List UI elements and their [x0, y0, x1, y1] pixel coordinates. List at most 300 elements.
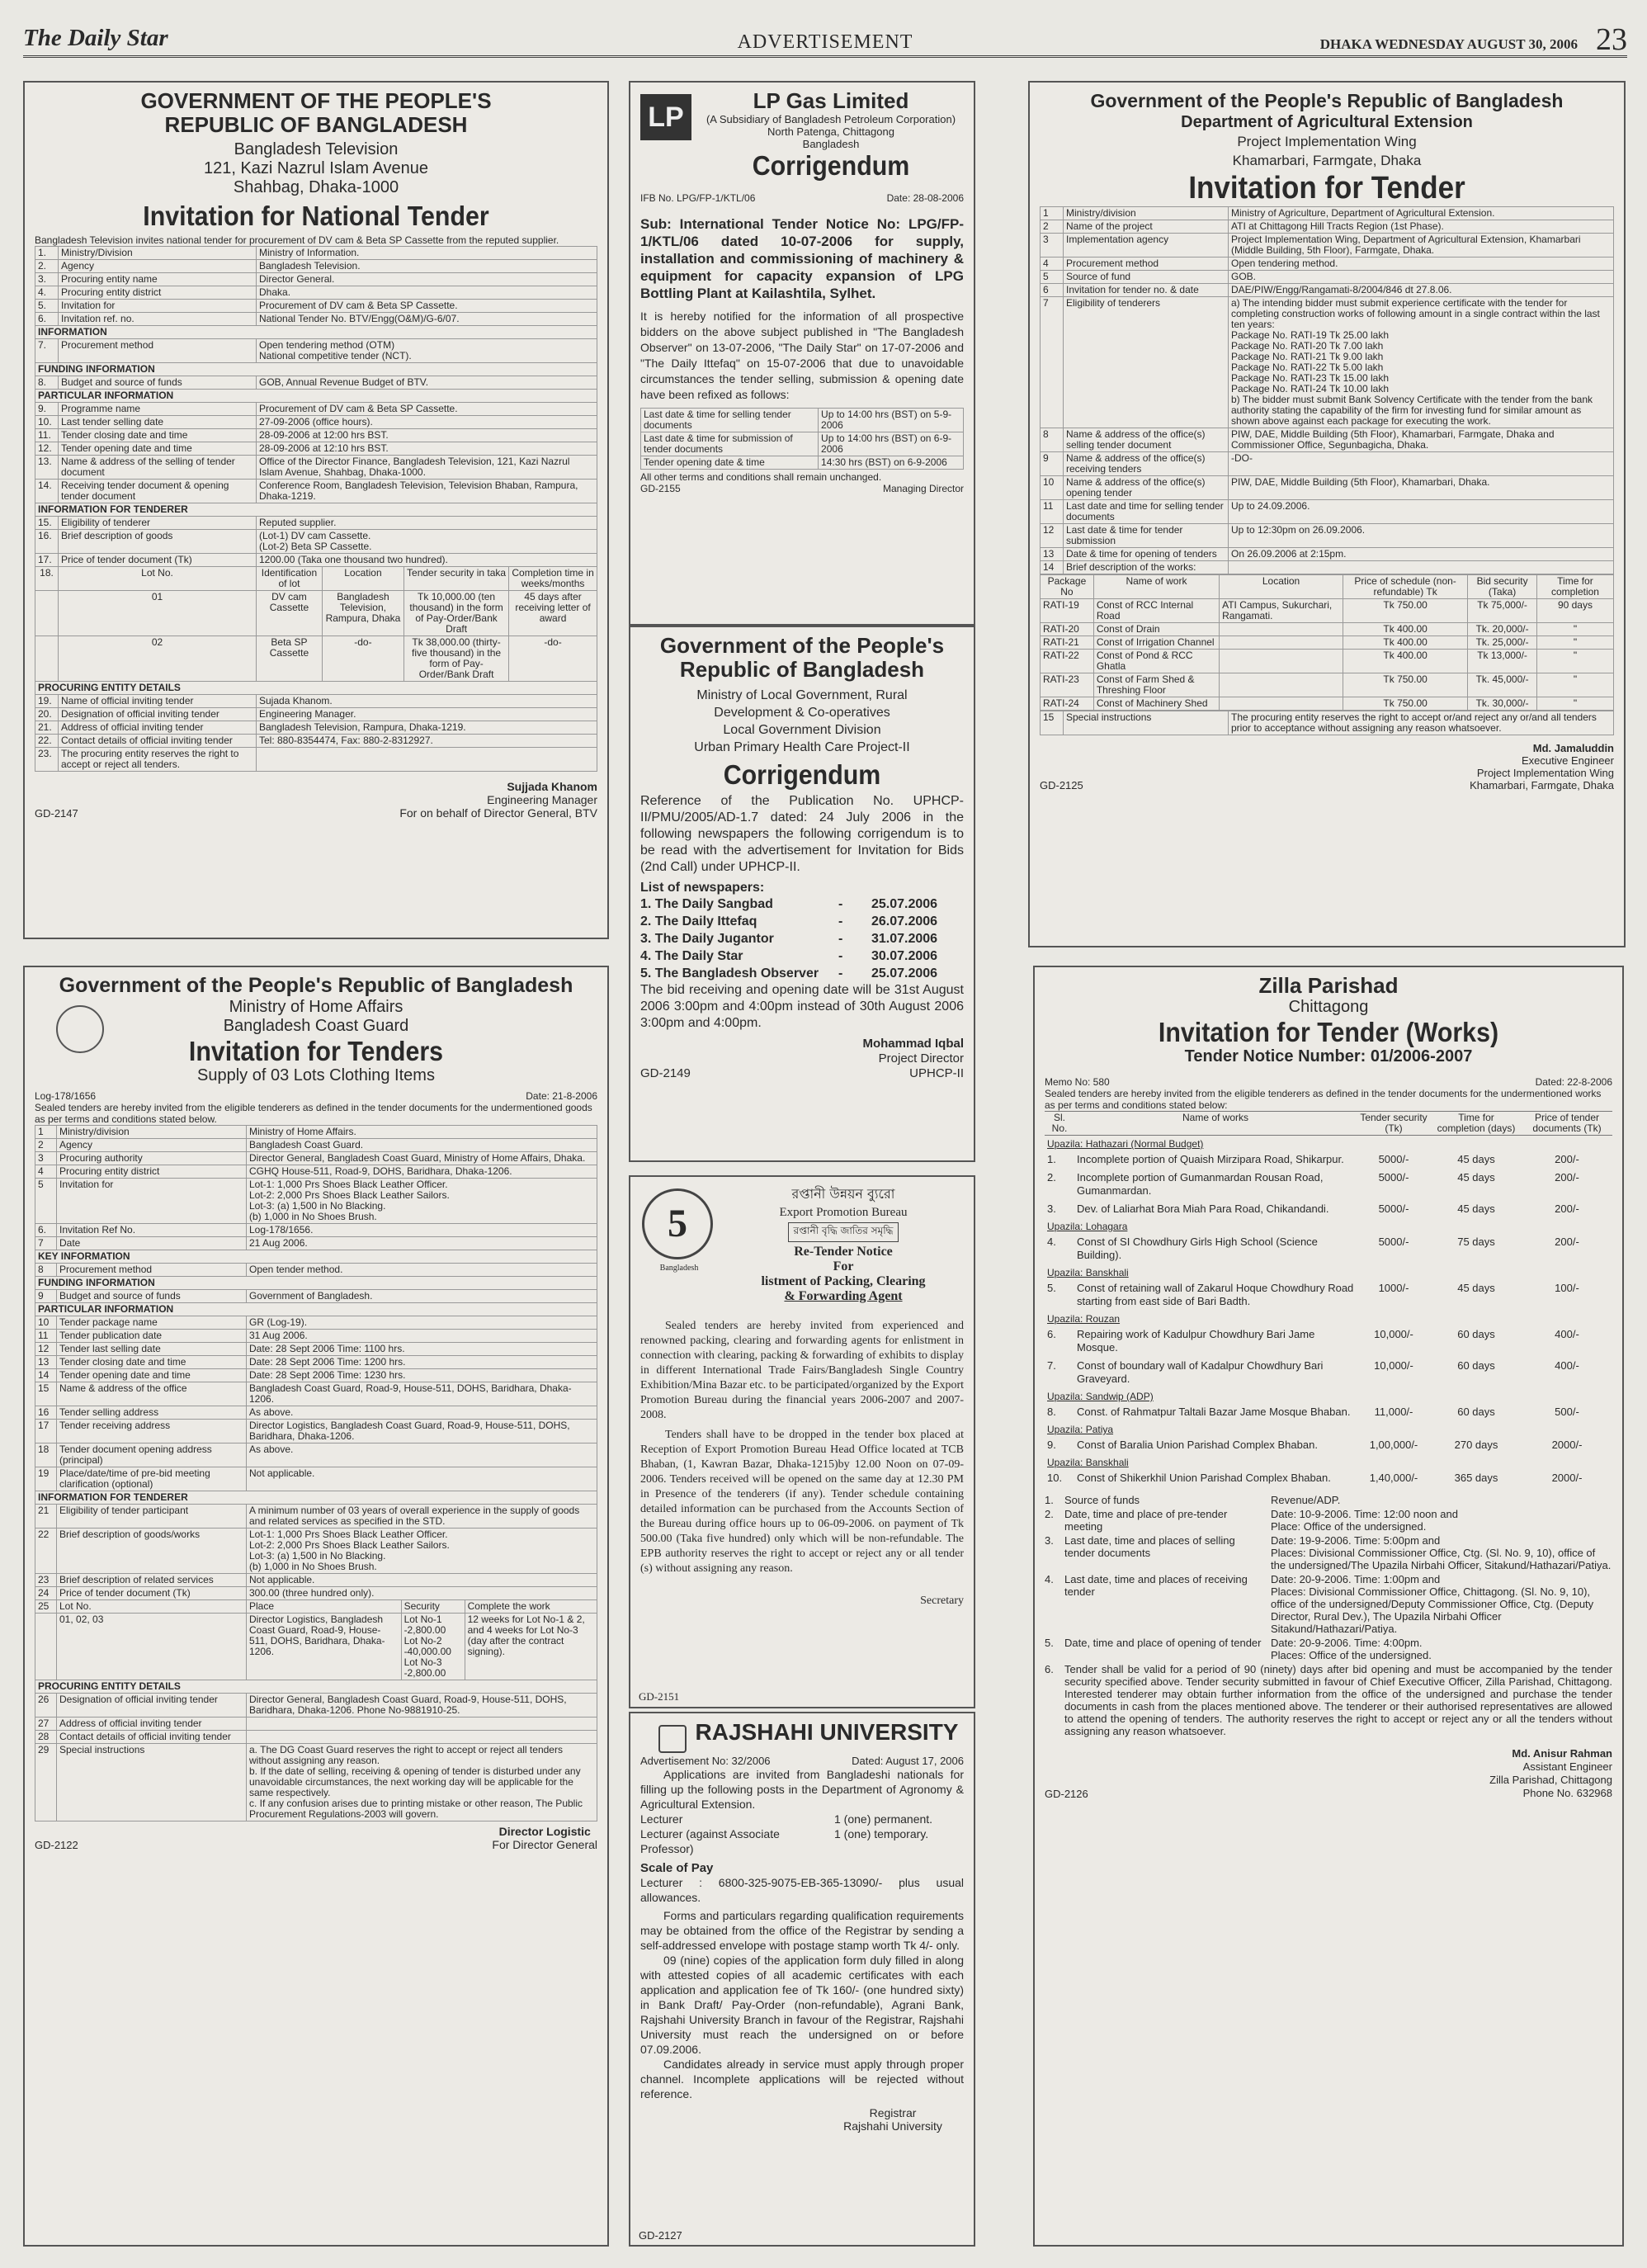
table-cell: 16 — [35, 1406, 57, 1420]
table-row — [35, 1382, 597, 1406]
table-cell — [247, 1731, 597, 1744]
table-cell: Procurement method — [1064, 258, 1229, 271]
table-cell: 20. — [35, 708, 59, 721]
section-header: KEY INFORMATION — [35, 1250, 597, 1264]
table-cell: 23. — [35, 748, 59, 772]
newspaper-name: 3. The Daily Jugantor — [640, 932, 774, 946]
btv-heading-2: REPUBLIC OF BANGLADESH — [164, 112, 468, 137]
term-value: Date: 20-9-2006. Time: 1:00pm and Places: Divisional Commissioner Office, Chittagong. (Sl. No. 9, 10), office of the undersigned/Deputy Commissioner Office, Ctg. (Deputy Director, Rural Dev.), The Upazila Nirbahi Officer Sitakund/Hathazari/Patiya. — [1271, 1573, 1594, 1635]
btv-signatory-behalf: For on behalf of Director General, BTV — [399, 806, 597, 820]
university-gd-code: GD-2127 — [639, 2229, 682, 2242]
table-cell: Ministry/division — [57, 1126, 247, 1139]
table-cell: Name & address of the office(s) selling tender document — [1064, 428, 1229, 452]
issue-date: DHAKA WEDNESDAY AUGUST 30, 2006 — [1319, 36, 1578, 52]
btv-intro: Bangladesh Television invites national tender for procurement of DV cam & Beta SP Cassette from the reputed supplier. — [35, 234, 559, 246]
work-cell: 45 days — [1457, 1282, 1495, 1294]
university-name: RAJSHAHI UNIVERSITY — [695, 1719, 959, 1745]
work-cell: 2000/- — [1551, 1472, 1583, 1484]
work-cell: 4. — [1047, 1236, 1056, 1248]
lot-header-cell: Security — [401, 1600, 465, 1614]
work-cell: 1000/- — [1378, 1282, 1409, 1294]
zp-table — [1045, 1111, 1612, 1487]
table-cell: Open tender method. — [247, 1264, 597, 1277]
table-cell: 11 — [1041, 500, 1064, 524]
section-row — [35, 503, 597, 517]
table-row — [35, 1264, 597, 1277]
lot-row — [35, 591, 597, 636]
table-cell: Tender opening date and time — [57, 1369, 247, 1382]
zp-date: Dated: 22-8-2006 — [1535, 1076, 1612, 1088]
btv-heading-1: GOVERNMENT OF THE PEOPLE'S — [140, 88, 492, 113]
epb-name-bangla: রপ্তানী উন্নয়ন ব্যুরো — [791, 1186, 895, 1202]
package-row — [1041, 697, 1614, 711]
table-row — [35, 1179, 597, 1224]
newspaper-dash: - — [838, 966, 843, 980]
lpgas-address-1: North Patenga, Chittagong — [767, 125, 894, 138]
table-cell: 5 — [1041, 271, 1064, 284]
table-row — [1041, 284, 1614, 297]
package-cell: " — [1536, 636, 1613, 650]
table-row — [35, 1420, 597, 1443]
work-row — [1045, 1200, 1612, 1218]
table-cell: Up to 14:00 hrs (BST) on 6-9-2006 — [819, 432, 964, 456]
table-row — [1041, 234, 1614, 258]
table-cell: GR (Log-19). — [247, 1316, 597, 1330]
table-cell: Director Logistics, Bangladesh Coast Guard, Road-9, House-511, DOHS, Baridhara, Dhaka-1206. — [247, 1420, 597, 1443]
package-cell: Tk. 20,000/- — [1468, 623, 1537, 636]
package-cell: Tk 400.00 — [1343, 636, 1468, 650]
coastguard-tender-ad — [23, 966, 609, 2247]
lgd-title: Corrigendum — [723, 759, 881, 790]
work-cell: Repairing work of Kadulpur Chowdhury Bari Jame Mosque. — [1077, 1328, 1315, 1354]
zp-header-cell: Name of works — [1074, 1112, 1357, 1136]
package-header-cell: Bid security (Taka) — [1468, 575, 1537, 599]
work-cell: Const. of Rahmatpur Taltali Bazar Jame Mosque Bhaban. — [1077, 1406, 1351, 1418]
lpgas-address-2: Bangladesh — [802, 138, 860, 150]
lgd-body: Reference of the Publication No. UPHCP-II/PMU/2005/AD-1.7 dated: 24 July 2006 in the following newspapers the following corrigendum is to be read with the advertisement for Invitation for Bids (2nd Call) under UPHCP-II. — [640, 794, 964, 874]
dae-table — [1040, 206, 1614, 574]
table-cell: Director General. — [257, 273, 597, 286]
table-cell: National Tender No. BTV/Engg(O&M)/G-6/07. — [257, 313, 597, 326]
package-cell: RATI-20 — [1041, 623, 1094, 636]
package-row — [1041, 673, 1614, 697]
table-cell: 21. — [35, 721, 59, 735]
table-cell: 10 — [1041, 476, 1064, 500]
section-row — [35, 326, 597, 339]
post-item — [640, 1826, 964, 1856]
lpgas-corrigendum-ad — [629, 81, 975, 626]
section-header: PROCURING ENTITY DETAILS — [35, 682, 597, 695]
university-paragraph-4: Candidates already in service must apply through proper channel. Incomplete applications will be rejected without reference. — [640, 2058, 964, 2100]
table-row — [1041, 428, 1614, 452]
table-cell: Name of official inviting tender — [59, 695, 257, 708]
table-row — [35, 748, 597, 772]
work-cell: 500/- — [1555, 1406, 1579, 1418]
table-row — [35, 429, 597, 442]
work-cell: Dev. of Laliarhat Bora Miah Para Road, Chikandandi. — [1077, 1203, 1329, 1215]
work-cell: Const of retaining wall of Zakarul Hoque Chowdhury Road starting from east side of Bari Badth. — [1077, 1282, 1354, 1307]
section-header: PARTICULAR INFORMATION — [35, 1303, 597, 1316]
table-cell: Last date & time for tender submission — [1064, 524, 1229, 548]
upazila-label: Upazila: Rouzan — [1047, 1313, 1121, 1325]
table-cell: 4. — [35, 286, 59, 300]
table-cell: Place/date/time of pre-bid meeting clarification (optional) — [57, 1467, 247, 1491]
table-cell: 4 — [35, 1165, 57, 1179]
work-cell: 270 days — [1454, 1439, 1498, 1451]
work-row — [1045, 1436, 1612, 1454]
zp-works-table — [1045, 1111, 1612, 1487]
lot-cell: Lot No-1 -2,800.00 Lot No-2 -40,000.00 Lot No-3 -2,800.00 — [401, 1614, 465, 1680]
table-cell: 10 — [35, 1316, 57, 1330]
lgd-heading-1: Government of the People's — [659, 633, 945, 658]
table-cell: 19 — [35, 1467, 57, 1491]
package-cell: Tk. 30,000/- — [1468, 697, 1537, 711]
table-cell: 15 — [1041, 711, 1064, 735]
zp-header-cell: Time for completion (days) — [1431, 1112, 1522, 1136]
table-cell: -DO- — [1229, 452, 1614, 476]
lot-header-cell: Identification of lot — [257, 567, 323, 591]
table-cell: 300.00 (three hundred only). — [247, 1587, 597, 1600]
package-cell: Tk. 25,000/- — [1468, 636, 1537, 650]
table-cell: GOB. — [1229, 271, 1614, 284]
work-cell: 365 days — [1454, 1472, 1498, 1484]
table-cell: 13. — [35, 456, 59, 480]
epb-retender-title: Re-Tender Notice — [794, 1245, 893, 1259]
lot-cell: 01, 02, 03 — [57, 1614, 247, 1680]
work-row — [1045, 1469, 1612, 1487]
zilla-parishad-tender-ad: Zilla Parishad Chittagong Invitation for Tender (Works) Tender Notice Number: 01/2006-2007 Memo No: 580 Dated: 22-8-2006 Sealed tenders are hereby invited from the eligible tenderers as defined in the tender documents for the undermentioned works as per terms and conditions stated below: Sl. No. Name of works Tender security (Tk) Time for completion (days) Price of tender documents (Tk) Upazila: Hathazari (Normal Budget) 1. Incomplete portion of Quaish Mirzipara Road, Shikarpur. 5000/- 45 days 200/- 2. Incomplete portion of Gumanmardan Rousan Road, Gumanmardan. 5000/- 45 days 200/- 3. Dev. of Laliarhat Bora Miah Para Road, Chikandandi. 5000/- 45 days 200/- Upazila: Lohagara 4. Const of SI Chowdhury Girls High School (Science Building). 5000/- 75 days 200/- Upazila: Banskhali 5. Const of retaining wall of Zakarul Hoque Chowdhury Road starting from east side of Bari Badth. 1000/- 45 days 100/- Upazila: Rouzan 6. Repairing work of Kadulpur Chowdhury Bari Jame Mosque. 10,000/- 60 days 400/- 7. Const of boundary wall of Kadalpur Chowdhury Bari Graveyard. 10,000/- 60 days 400/- Upazila: Sandwip (ADP) 8. Const. of Rahmatpur Taltali Bazar Jame Mosque Bhaban. 11,000/- 60 days 500/- Upazila: Patiya 9. Const of Baralia Union Parishad Complex Bhaban. 1,00,000/- 270 days 2000/- Upazila: Banskhali 10. Const of Shikerkhil Union Parishad Complex Bhaban. 1,40,000/- 365 days 2000/- 1. Source of funds Revenue/ADP. 2. Date, time and place of pre-tender meeting Date: 10-9-2006. Time: 12:00 noon and Place: Office of the undersigned. 3. Last date, time and places of selling tender documents Date: 19-9-2006. Time: 5:00pm and Places: Divisional Commissioner Office, Ctg. (Sl. No. 9, 10), office of the undersigned/The Upazila Nirbahi Officer, Sitakund/Hathazari/Patiya. 4. Last date, time and places of receiving tender Date: 20-9-2006. Time: 1:00pm and Places: Divisional Commissioner Office, Chittagong. (Sl. No. 9, 10), office of the undersigned/Deputy Commissioner Office, Ctg. (Deputy Director, Rural Dev.), The Upazila Nirbahi Officer Sitakund/Hathazari/Patiya. 5. Date, time and place of opening of tender Date: 20-9-2006. Time: 4:00pm. Places: Office of the undersigned. 6. Tender shall be valid for a period of 90 (ninety) days after bid opening and must be accompanied by the tender security specified above. Tender security submitted in favour of Chief Executive Officer, Zilla Parishad, Chittagong. Interested tenderer may obtain further information from the office of the undersigned and purchase the tender documents in cash from the places mentioned above. The tenderer or their authorised representatives are allowed to attend the opening of tenders. The authority reserves the right to accept or reject any or all the tenders without assigning any reason whatsoever. GD-2126 Md. Anisur Rahman Assistant Engineer Zilla Parishad, Chittagong Phone No. 632968 — [1033, 966, 1624, 2247]
zp-terms — [1045, 1494, 1612, 1661]
table-row — [35, 1529, 597, 1574]
lot-header-cell: Location — [322, 567, 403, 591]
work-row — [1045, 1233, 1612, 1264]
table-cell: Up to 24.09.2006. — [1229, 500, 1614, 524]
university-emblem-icon — [658, 1725, 687, 1753]
work-row — [1045, 1169, 1612, 1200]
upazila-label: Upazila: Banskhali — [1047, 1267, 1129, 1278]
table-cell: CGHQ House-511, Road-9, DOHS, Baridhara, Dhaka-1206. — [247, 1165, 597, 1179]
post-name: Lecturer — [640, 1812, 683, 1826]
work-cell: Const of boundary wall of Kadalpur Chowdhury Bari Graveyard. — [1077, 1359, 1324, 1385]
package-cell — [1220, 623, 1343, 636]
zp-header-cell: Sl. No. — [1045, 1112, 1074, 1136]
zp-notice-number: Tender Notice Number: 01/2006-2007 — [1184, 1047, 1473, 1065]
table-row — [35, 1343, 597, 1356]
table-row — [1041, 548, 1614, 561]
section-row — [35, 1680, 597, 1694]
newspaper-dash: - — [838, 949, 843, 963]
table-cell: Government of Bangladesh. — [247, 1290, 597, 1303]
lpgas-subsidiary: (A Subsidiary of Bangladesh Petroleum Corporation) — [706, 113, 956, 125]
lgd-gd-code: GD-2149 — [640, 1066, 691, 1080]
table-cell: a. The DG Coast Guard reserves the right to accept or reject all tenders without assigning any reason. b. If the date of selling, receiving & opening of tender is disturbed under any unavoidable circumstances, the next working day will be applicable for the same respectively. c. If any confusion arises due to printing mistake or other reason, The Public Procurement Regulations-2003 will govern. — [247, 1744, 597, 1821]
section-row — [35, 363, 597, 376]
table-cell: 7 — [1041, 297, 1064, 428]
package-cell: Tk 75,000/- — [1468, 599, 1537, 623]
table-cell: 1. — [35, 247, 59, 260]
term-no: 1. — [1045, 1494, 1054, 1506]
btv-table — [35, 246, 597, 772]
table-cell: ATI at Chittagong Hill Tracts Region (1st Phase). — [1229, 220, 1614, 234]
table-cell: Tel: 880-8354474, Fax: 880-2-8312927. — [257, 735, 597, 748]
table-cell: 24 — [35, 1587, 57, 1600]
lpgas-signatory: Managing Director — [882, 483, 964, 494]
work-row — [1045, 1357, 1612, 1388]
table-row — [35, 1290, 597, 1303]
epb-enlistment: listment of Packing, Clearing — [761, 1274, 926, 1288]
table-cell: Ministry of Information. — [257, 247, 597, 260]
lot-header-cell: 18. — [35, 567, 59, 591]
table-cell: a) The intending bidder must submit experience certificate with the tender for completing construction works of following amount in a single contract within the last ten years: Package No. RATI-19 Tk 25.00 lakh Package No. RATI-20 Tk 7.00 lakh Package No. RATI-21 Tk 9.00 lakh Package No. RATI-22 Tk 5.00 lakh Package No. RATI-23 Tk 15.00 lakh Package No. RATI-24 Tk 10.00 lakh b) The bidder must submit Bank Solvency Certificate with the tender from the bank authority stating the capability of the firm for investing fund for similar amount as shown above against each package for executing the work. — [1229, 297, 1614, 428]
table-cell: Name & address of the office — [57, 1382, 247, 1406]
work-cell: Const of SI Chowdhury Girls High School (Science Building). — [1077, 1236, 1318, 1261]
university-adv-no: Advertisement No: 32/2006 — [640, 1755, 771, 1767]
table-row — [35, 1731, 597, 1744]
table-row — [1041, 220, 1614, 234]
work-cell: 9. — [1047, 1439, 1056, 1451]
table-cell: Brief description of related services — [57, 1574, 247, 1587]
zp-signatory-phone: Phone No. 632968 — [1522, 1787, 1612, 1799]
table-row — [1041, 711, 1614, 735]
university-registrar: Registrar — [869, 2106, 917, 2119]
work-cell: 45 days — [1457, 1153, 1495, 1165]
zp-header-cell: Tender security (Tk) — [1357, 1112, 1431, 1136]
lot-cell: Tk 38,000.00 (thirty-five thousand) in the form of Pay-Order/Bank Draft — [404, 636, 509, 682]
table-cell: 16. — [35, 530, 59, 554]
work-cell: 200/- — [1555, 1153, 1579, 1165]
coastguard-title: Invitation for Tenders — [188, 1036, 444, 1066]
work-cell: 8. — [1047, 1406, 1056, 1418]
table-cell: Date — [57, 1237, 247, 1250]
package-cell: Const of Machinery Shed — [1093, 697, 1219, 711]
table-cell: Tender closing date and time — [57, 1356, 247, 1369]
table-row — [35, 480, 597, 503]
table-cell: Tender last selling date — [57, 1343, 247, 1356]
table-cell: The procuring entity reserves the right to accept or/and reject any or/and all tenders prior to acceptance without assigning any reason whatsoever. — [1229, 711, 1614, 735]
lot-header-cell: Place — [247, 1600, 402, 1614]
table-row — [35, 1443, 597, 1467]
table-cell: A minimum number of 03 years of overall experience in the supply of goods and related services as specified in the STD. — [247, 1505, 597, 1529]
table-cell: Designation of official inviting tender — [57, 1694, 247, 1718]
package-cell: Const of Farm Shed & Threshing Floor — [1093, 673, 1219, 697]
table-cell: Name of the project — [1064, 220, 1229, 234]
table-row — [35, 1574, 597, 1587]
zp-intro: Sealed tenders are hereby invited from the eligible tenderers as defined in the tender documents for the undermentioned works as per terms and conditions stated below: — [1045, 1088, 1602, 1111]
table-cell: 1 — [1041, 207, 1064, 220]
epb-signatory: Secretary — [920, 1595, 964, 1607]
upazila-label: Upazila: Hathazari (Normal Budget) — [1047, 1138, 1204, 1150]
table-cell: Budget and source of funds — [59, 376, 257, 390]
coastguard-signatory-behalf: For Director General — [492, 1838, 597, 1851]
table-row — [35, 1356, 597, 1369]
package-row — [1041, 650, 1614, 673]
btv-title: Invitation for National Tender — [143, 201, 489, 231]
lot-header-row — [35, 1600, 597, 1614]
table-row — [35, 1587, 597, 1600]
dae-address: Khamarbari, Farmgate, Dhaka — [1232, 153, 1422, 168]
newspaper-name: 1. The Daily Sangbad — [640, 897, 773, 911]
table-cell: Lot-1: 1,000 Prs Shoes Black Leather Officer. Lot-2: 2,000 Prs Shoes Black Leather Sailors. Lot-3: (a) 1,500 in No Blacking. (b) 1,000 in No Shoes Brush. — [247, 1179, 597, 1224]
newspaper-date: 26.07.2006 — [871, 914, 938, 928]
table-cell: Procurement of DV cam & Beta SP Cassette. — [257, 403, 597, 416]
lpgas-name: LP Gas Limited — [753, 88, 909, 113]
table-cell: Brief description of the works: — [1064, 561, 1229, 574]
table-row — [1041, 258, 1614, 271]
zp-term-6: Tender shall be valid for a period of 90 (ninety) days after bid opening and must be accompanied by the tender security specified above. Tender security submitted in favour of Chief Executive Officer, Zilla Parishad, Chittagong. Interested tenderer may obtain further information from the office of the undersigned and purchase the tender documents in cash from the places mentioned above. The tenderer or their authorised representatives are allowed to attend the opening of tenders. The authority reserves the right to accept or reject any or all the tenders without assigning any reason whatsoever. — [1064, 1663, 1612, 1737]
lot-cell — [35, 591, 59, 636]
lot-header-cell: Lot No. — [57, 1600, 247, 1614]
university-scale-title: Scale of Pay — [640, 1861, 714, 1875]
university-date: Dated: August 17, 2006 — [852, 1755, 964, 1767]
lpgas-body: It is hereby notified for the information of all prospective bidders on the above subject published in "The Bangladesh Observer" on 13-07-2006, "The Daily Star" on 17-07-2006 and "The Daily Ittefaq" on 15-07-2006 that due to unavoidable circumstances the tender selling, submission & opening date have been refixed as follows: — [640, 309, 964, 401]
table-row — [35, 1237, 597, 1250]
package-cell: Tk 13,000/- — [1468, 650, 1537, 673]
table-row — [641, 456, 964, 470]
lot-cell: 01 — [59, 591, 257, 636]
table-cell: 7. — [35, 339, 59, 363]
table-cell: Date: 28 Sept 2006 Time: 1200 hrs. — [247, 1356, 597, 1369]
table-cell: Procuring entity name — [59, 273, 257, 286]
term-label: Date, time and place of opening of tender — [1064, 1637, 1262, 1649]
table-row — [1041, 476, 1614, 500]
table-row — [35, 1694, 597, 1718]
lgd-body-2: The bid receiving and opening date will be 31st August 2006 3:00pm and 4:00pm instead of 30th August 2006 3:00pm and 4:00pm. — [640, 983, 964, 1030]
package-cell: RATI-19 — [1041, 599, 1094, 623]
coastguard-date: Date: 21-8-2006 — [526, 1090, 597, 1102]
table-cell: Last date and time for selling tender documents — [1064, 500, 1229, 524]
section-row — [35, 390, 597, 403]
work-cell: Incomplete portion of Gumanmardan Rousan Road, Gumanmardan. — [1077, 1171, 1324, 1197]
lpgas-date-table — [640, 408, 964, 470]
package-cell: RATI-23 — [1041, 673, 1094, 697]
term-item — [1045, 1534, 1612, 1571]
table-cell: Receiving tender document & opening tender document — [59, 480, 257, 503]
table-cell: Budget and source of funds — [57, 1290, 247, 1303]
zp-title: Invitation for Tender (Works) — [1158, 1017, 1499, 1047]
table-cell: 21 Aug 2006. — [247, 1237, 597, 1250]
table-cell: Agency — [59, 260, 257, 273]
table-cell: 9. — [35, 403, 59, 416]
term-value: Date: 20-9-2006. Time: 4:00pm. Places: Office of the undersigned. — [1271, 1637, 1432, 1661]
table-cell: Source of fund — [1064, 271, 1229, 284]
table-row — [35, 1467, 597, 1491]
table-cell: PIW, DAE, Middle Building (5th Floor), Khamarbari, Farmgate, Dhaka and Commissioner Office, Segunbagicha, Dhaka. — [1229, 428, 1614, 452]
work-cell: 6. — [1047, 1328, 1056, 1340]
table-cell: Engineering Manager. — [257, 708, 597, 721]
lot-header-cell: Lot No. — [59, 567, 257, 591]
package-cell: " — [1536, 697, 1613, 711]
epb-for: For — [833, 1259, 854, 1273]
table-row — [35, 1330, 597, 1343]
table-cell: Log-178/1656. — [247, 1224, 597, 1237]
table-cell: 22 — [35, 1529, 57, 1574]
table-cell: Invitation for — [59, 300, 257, 313]
package-cell: Const of RCC Internal Road — [1093, 599, 1219, 623]
lot-header-row — [35, 567, 597, 591]
table-cell: 14:30 hrs (BST) on 6-9-2006 — [819, 456, 964, 470]
term-value: Date: 10-9-2006. Time: 12:00 noon and Place: Office of the undersigned. — [1271, 1508, 1458, 1533]
package-cell: Const of Drain — [1093, 623, 1219, 636]
table-row — [35, 1165, 597, 1179]
work-row — [1045, 1151, 1612, 1169]
table-cell: 28-09-2006 at 12:10 hrs BST. — [257, 442, 597, 456]
table-row — [35, 1316, 597, 1330]
btv-signatory-name: Sujjada Khanom — [507, 780, 597, 793]
zp-gd-code: GD-2126 — [1045, 1788, 1088, 1800]
table-row — [35, 403, 597, 416]
table-cell: 26 — [35, 1694, 57, 1718]
work-cell: 400/- — [1555, 1328, 1579, 1340]
newspaper-item — [640, 930, 964, 947]
newspaper-dash: - — [838, 897, 843, 911]
table-cell: 27 — [35, 1718, 57, 1731]
zp-signatory-title: Assistant Engineer — [1522, 1760, 1612, 1773]
table-cell: Reputed supplier. — [257, 517, 597, 530]
dae-department: Department of Agricultural Extension — [1181, 113, 1473, 131]
term-item — [1045, 1573, 1612, 1635]
coastguard-ministry: Ministry of Home Affairs — [229, 998, 403, 1016]
page-number: 23 — [1596, 22, 1627, 57]
epb-forwarding: & Forwarding Agent — [784, 1289, 903, 1303]
lot-cell: Tk 10,000.00 (ten thousand) in the form of Pay-Order/Bank Draft — [404, 591, 509, 636]
table-cell: Conference Room, Bangladesh Television, Television Bhaban, Rampura, Dhaka-1219. — [257, 480, 597, 503]
section-row — [35, 1303, 597, 1316]
upazila-label: Upazila: Patiya — [1047, 1424, 1114, 1435]
post-count: 1 (one) temporary. — [834, 1827, 929, 1840]
dae-heading: Government of the People's Republic of Bangladesh — [1090, 90, 1564, 111]
table-row — [35, 1505, 597, 1529]
table-cell: 7 — [35, 1237, 57, 1250]
package-cell: Tk 750.00 — [1343, 599, 1468, 623]
table-row — [35, 300, 597, 313]
table-cell: Name & address of the office(s) receiving tenders — [1064, 452, 1229, 476]
coastguard-signatory: Director Logistic — [498, 1825, 591, 1838]
newspaper-item — [640, 913, 964, 930]
table-cell: 18 — [35, 1443, 57, 1467]
term-label: Date, time and place of pre-tender meeting — [1064, 1508, 1228, 1533]
lot-cell: Bangladesh Television, Rampura, Dhaka — [322, 591, 403, 636]
table-row — [35, 1406, 597, 1420]
work-cell: 200/- — [1555, 1203, 1579, 1215]
table-cell: Name & address of the office(s) opening tender — [1064, 476, 1229, 500]
table-cell: 8 — [1041, 428, 1064, 452]
table-cell: Last date & time for submission of tender documents — [641, 432, 819, 456]
table-cell: Office of the Director Finance, Bangladesh Television, 121, Kazi Nazrul Islam Avenue, Shahbag, Dhaka-1000. — [257, 456, 597, 480]
work-cell: Const of Shikerkhil Union Parishad Complex Bhaban. — [1077, 1472, 1331, 1484]
work-cell: 1. — [1047, 1153, 1056, 1165]
table-row — [35, 260, 597, 273]
table-cell: 17. — [35, 554, 59, 567]
epb-slogan-bangla: রপ্তানী বৃদ্ধি জাতির সমৃদ্ধি — [788, 1222, 899, 1242]
table-cell: Procurement method — [57, 1264, 247, 1277]
upazila-row — [1045, 1218, 1612, 1233]
lgd-newspaper-list — [640, 895, 964, 982]
work-cell: 1,00,000/- — [1369, 1439, 1418, 1451]
work-cell: Incomplete portion of Quaish Mirzipara Road, Shikarpur. — [1077, 1153, 1344, 1165]
work-cell: 45 days — [1457, 1203, 1495, 1215]
epb-retender-ad — [629, 1175, 975, 1708]
coastguard-log: Log-178/1656 — [35, 1090, 97, 1102]
work-row — [1045, 1279, 1612, 1311]
newspaper-date: 30.07.2006 — [871, 949, 938, 963]
table-cell: Tender document opening address (principal) — [57, 1443, 247, 1467]
table-cell: Designation of official inviting tender — [59, 708, 257, 721]
table-cell: Contact details of official inviting tender — [57, 1731, 247, 1744]
table-cell: 12 — [35, 1343, 57, 1356]
upazila-label: Upazila: Sandwip (ADP) — [1047, 1391, 1154, 1402]
upazila-label: Upazila: Banskhali — [1047, 1457, 1129, 1468]
lot-header-cell: Tender security in taka — [404, 567, 509, 591]
